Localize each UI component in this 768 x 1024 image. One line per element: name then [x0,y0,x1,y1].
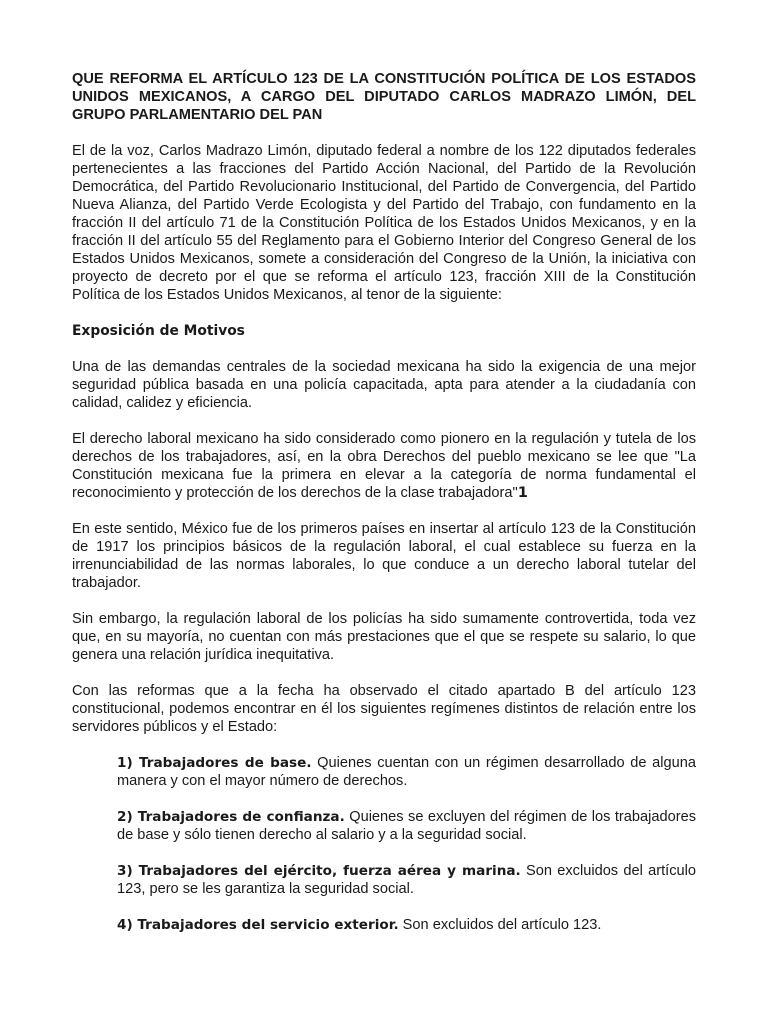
list-item-text: Quienes se excluyen del régimen de los trabajadores de base y sólo tienen derecho al salario y a la seguridad social. [117,809,697,843]
paragraph-2-text: El derecho laboral mexicano ha sido considerado como pionero en la regulación y tutela de los derechos de los trabajadores, así, en la obra Derechos del pueblo mexicano se lee que "La Constitución mexicana fue la primera en elevar a la categoría de norma fundamental el reconocimiento y protección de los derechos de la clase trabajadora" [72,431,696,501]
document-title: QUE REFORMA EL ARTÍCULO 123 DE LA CONSTITUCIÓN POLÍTICA DE LOS ESTADOS UNIDOS MEXICANOS, A CARGO DEL DIPUTADO CARLOS MADRAZO LIMÓN, DEL GRUPO PARLAMENTARIO DEL PAN [72,71,696,123]
intro-paragraph: El de la voz, Carlos Madrazo Limón, diputado federal a nombre de los 122 diputados federales pertenecientes a las fracciones del Partido Acción Nacional, del Partido de la Revolución Democrática, del Partido Revolucionario Institucional, del Partido de Convergencia, del Partido Nueva Alianza, del Partido Verde Ecologista y del Partido del Trabajo, con fundamento en la fracción II del artículo 71 de la Constitución Política de los Estados Unidos Mexicanos, y en la fracción II del artículo 55 del Reglamento para el Gobierno Interior del Congreso General de los Estados Unidos Mexicanos, somete a consideración del Congreso de la Unión, la iniciativa con proyecto de decreto por el que se reforma el artículo 123, fracción XIII de la Constitución Política de los Estados Unidos Mexicanos, al tenor de la siguiente: [72,143,696,303]
list-item-text: Son excluidos del artículo 123, pero se les garantiza la seguridad social. [117,863,697,897]
list-item-text: Son excluidos del artículo 123. [398,917,602,933]
paragraph-1: Una de las demandas centrales de la sociedad mexicana ha sido la exigencia de una mejor seguridad pública basada en una policía capacitada, apta para atender a la ciudadanía con calidad, calidez y eficiencia. [72,359,696,411]
paragraph-5: Con las reformas que a la fecha ha observado el citado apartado B del artículo 123 constitucional, podemos encontrar en él los siguientes regímenes distintos de relación entre los servidores públicos y el Estado: [72,683,696,735]
regimes-list [72,754,696,934]
list-item [117,808,696,844]
paragraph-3: En este sentido, México fue de los primeros países en insertar al artículo 123 de la Constitución de 1917 los principios básicos de la regulación laboral, el cual establece su fuerza en la irrenunciabilidad de las normas laborales, lo que conduce a un derecho laboral tutelar del trabajador. [72,521,696,591]
list-item-term: 3) Trabajadores del ejército, fuerza aérea y marina. [117,863,521,879]
list-item [117,916,696,934]
list-item-text: Quienes cuentan con un régimen desarrollado de alguna manera y con el mayor número de derechos. [117,755,696,789]
paragraph-4: Sin embargo, la regulación laboral de los policías ha sido sumamente controvertida, toda vez que, en su mayoría, no cuentan con más prestaciones que el que se respete su salario, lo que genera una relación jurídica inequitativa. [72,611,696,663]
footnote-marker: 1 [517,484,528,501]
list-item [117,754,696,790]
paragraph-2 [72,430,696,502]
section-heading: Exposición de Motivos [72,323,245,339]
list-item-term: 4) Trabajadores del servicio exterior. [117,917,399,933]
list-item-term: 2) Trabajadores de confianza. [117,809,345,825]
list-item-term: 1) Trabajadores de base. [117,755,312,771]
document-page [72,70,696,952]
list-item [117,862,696,898]
